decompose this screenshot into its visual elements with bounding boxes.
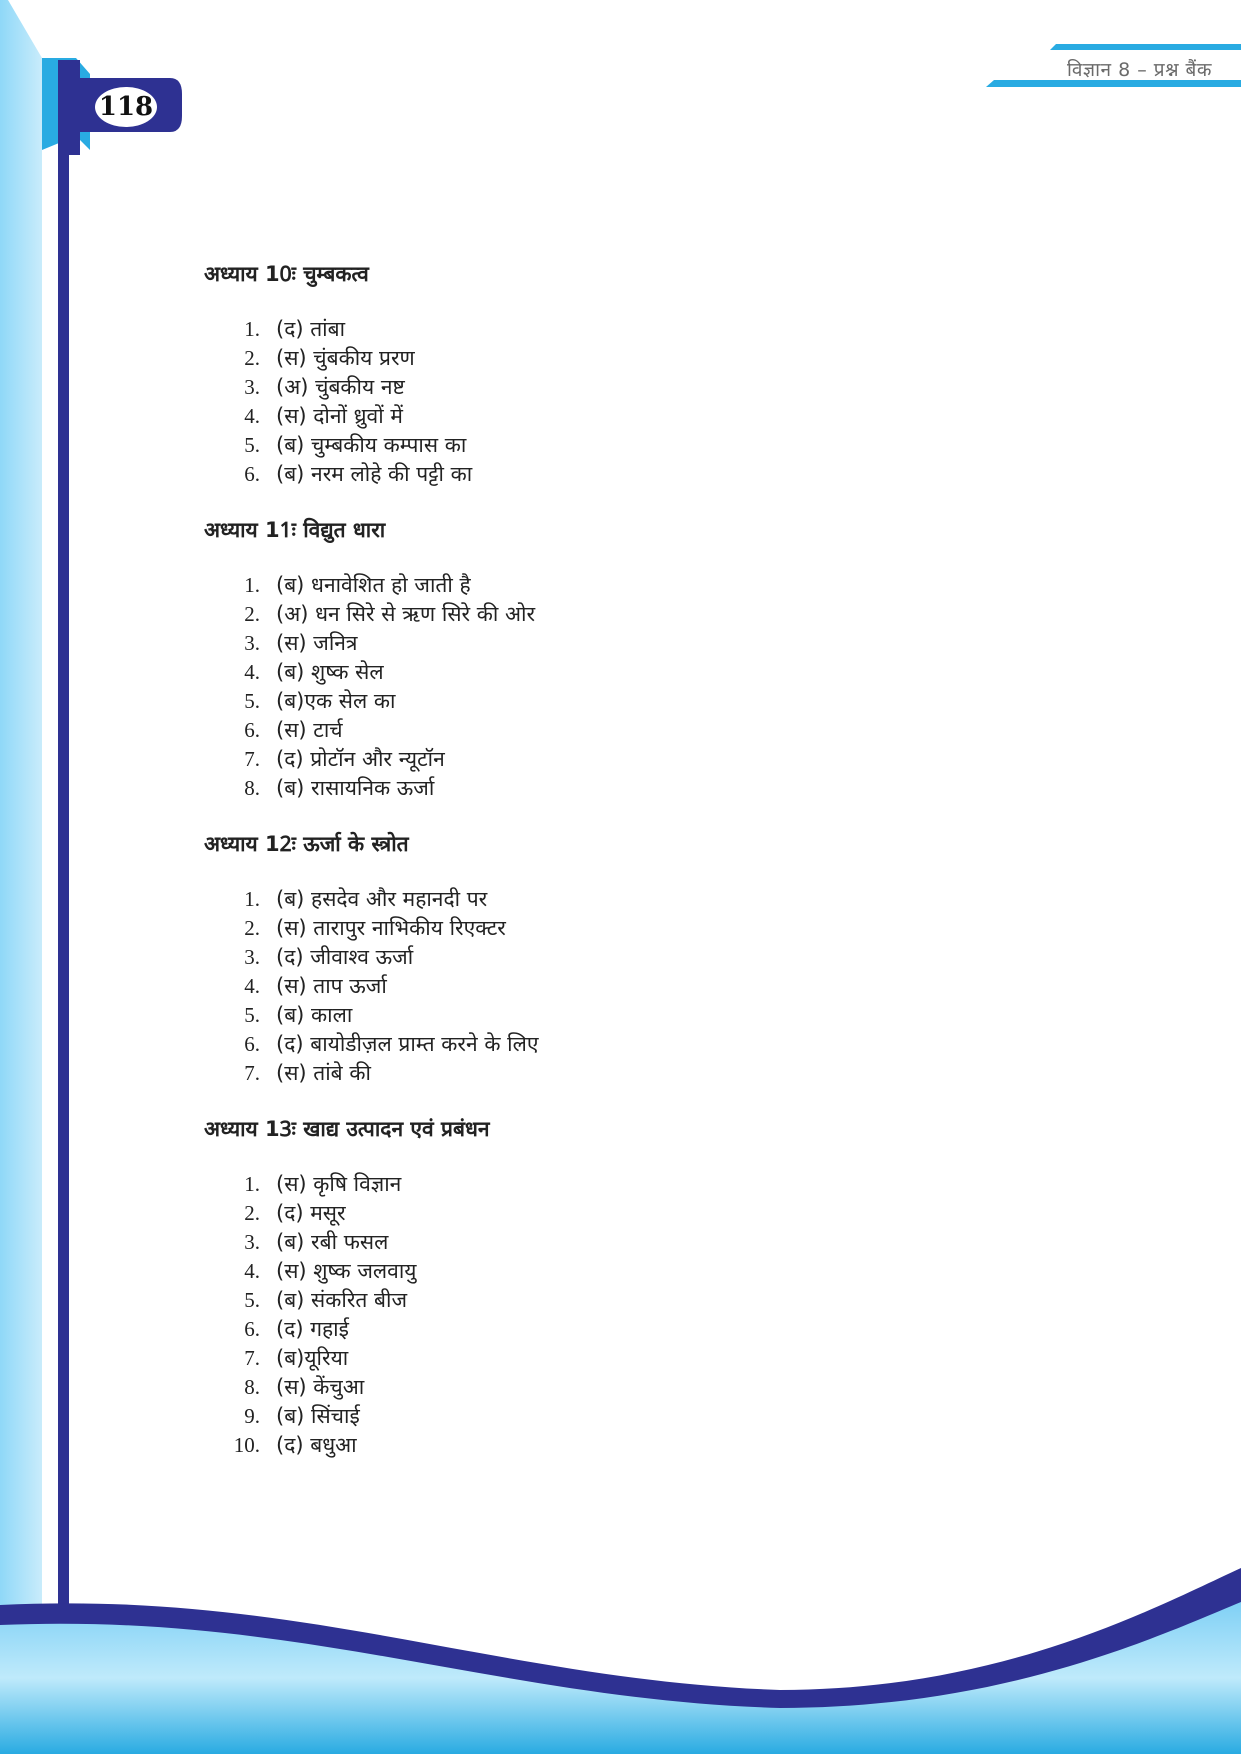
item-text: (द) बधुआ	[276, 1433, 357, 1457]
list-item	[204, 687, 1104, 716]
item-text: (स) केंचुआ	[276, 1375, 365, 1399]
item-text: (ब)यूरिया	[276, 1346, 349, 1370]
list-item	[204, 943, 1104, 972]
item-number: 7.	[244, 747, 260, 771]
item-text: (स) जनित्र	[276, 631, 358, 655]
list-item	[204, 431, 1104, 460]
item-number: 1.	[244, 887, 260, 911]
left-navy-bar	[58, 130, 69, 1630]
list-item	[204, 745, 1104, 774]
list-item	[204, 1228, 1104, 1257]
item-text: (ब) हसदेव और महानदी पर	[276, 887, 488, 911]
list-item	[204, 402, 1104, 431]
item-number: 5.	[244, 689, 260, 713]
item-number: 1.	[244, 1172, 260, 1196]
item-text: (ब) काला	[276, 1003, 353, 1027]
chapter-heading: अध्याय 11ः विद्युत धारा	[204, 518, 386, 542]
list-item	[204, 885, 1104, 914]
list-item	[204, 1199, 1104, 1228]
list-item	[204, 658, 1104, 687]
page-number: 118	[98, 92, 154, 122]
item-text: (ब) धनावेशित हो जाती है	[276, 573, 471, 597]
list-item	[204, 1286, 1104, 1315]
item-text: (द) प्रोटॉन और न्यूटॉन	[276, 747, 445, 771]
list-item	[204, 1344, 1104, 1373]
list-item	[204, 1257, 1104, 1286]
item-number: 2.	[244, 602, 260, 626]
item-number: 6.	[244, 1317, 260, 1341]
item-number: 5.	[244, 433, 260, 457]
answer-list	[204, 885, 1104, 1088]
item-text: (अ) धन सिरे से ऋण सिरे की ओर	[276, 602, 536, 626]
list-item	[204, 600, 1104, 629]
item-text: (ब) संकरित बीज	[276, 1288, 408, 1312]
chapter-11	[204, 514, 1104, 803]
item-text: (स) कृषि विज्ञान	[276, 1172, 402, 1196]
list-item	[204, 460, 1104, 489]
chapter-13	[204, 1113, 1104, 1460]
chapter-10	[204, 258, 1104, 489]
item-number: 7.	[244, 1061, 260, 1085]
item-text: (द) गहाई	[276, 1317, 349, 1341]
item-number: 3.	[244, 945, 260, 969]
item-text: (द) जीवाश्व ऊर्जा	[276, 945, 414, 969]
item-text: (द) बायोडीज़ल प्राम्त करने के लिए	[276, 1032, 539, 1056]
list-item	[204, 972, 1104, 1001]
item-text: (स) दोनों ध्रुवों में	[276, 404, 403, 428]
item-number: 1.	[244, 317, 260, 341]
item-number: 3.	[244, 1230, 260, 1254]
item-number: 8.	[244, 776, 260, 800]
list-item	[204, 315, 1104, 344]
item-number: 3.	[244, 375, 260, 399]
header-line-top	[1050, 44, 1241, 50]
answer-list	[204, 1170, 1104, 1460]
item-number: 8.	[244, 1375, 260, 1399]
item-text: (ब) चुम्बकीय कम्पास का	[276, 433, 467, 457]
item-text: (ब) शुष्क सेल	[276, 660, 384, 684]
list-item	[204, 716, 1104, 745]
answer-key-content	[204, 258, 1104, 1485]
flag-dark	[58, 60, 80, 155]
item-number: 3.	[244, 631, 260, 655]
item-number: 5.	[244, 1288, 260, 1312]
item-text: (ब) नरम लोहे की पट्टी का	[276, 462, 473, 486]
item-number: 6.	[244, 718, 260, 742]
list-item	[204, 1170, 1104, 1199]
list-item	[204, 1373, 1104, 1402]
item-number: 6.	[244, 462, 260, 486]
item-number: 5.	[244, 1003, 260, 1027]
answer-list	[204, 315, 1104, 489]
item-number: 2.	[244, 1201, 260, 1225]
item-text: (स) तारापुर नाभिकीय रिएक्टर	[276, 916, 506, 940]
item-text: (ब) सिंचाई	[276, 1404, 360, 1428]
list-item	[204, 1402, 1104, 1431]
chapter-heading: अध्याय 12ः ऊर्जा के स्त्रोत	[204, 832, 409, 856]
item-text: (ब)एक सेल का	[276, 689, 396, 713]
chapter-heading: अध्याय 10ः चुम्बकत्व	[204, 262, 369, 286]
item-text: (स) ताप ऊर्जा	[276, 974, 387, 998]
item-text: (स) चुंबकीय प्ररण	[276, 346, 415, 370]
item-number: 6.	[244, 1032, 260, 1056]
item-number: 2.	[244, 346, 260, 370]
list-item	[204, 1030, 1104, 1059]
item-number: 10.	[233, 1433, 260, 1457]
item-number: 7.	[244, 1346, 260, 1370]
item-text: (ब) रबी फसल	[276, 1230, 389, 1254]
item-number: 1.	[244, 573, 260, 597]
item-text: (स) शुष्क जलवायु	[276, 1259, 417, 1283]
header-title: विज्ञान 8 – प्रश्न बैंक	[1066, 59, 1212, 81]
item-text: (अ) चुंबकीय नष्ट	[276, 375, 405, 399]
list-item	[204, 373, 1104, 402]
list-item	[204, 1001, 1104, 1030]
chapter-heading: अध्याय 13ः खाद्य उत्पादन एवं प्रबंधन	[204, 1117, 490, 1141]
list-item	[204, 774, 1104, 803]
chapter-12	[204, 828, 1104, 1088]
list-item	[204, 1431, 1104, 1460]
left-side-strip	[0, 0, 42, 1754]
item-text: (द) तांबा	[276, 317, 346, 341]
list-item	[204, 571, 1104, 600]
item-number: 2.	[244, 916, 260, 940]
list-item	[204, 1059, 1104, 1088]
list-item	[204, 629, 1104, 658]
item-text: (स) टार्च	[276, 718, 343, 742]
item-number: 9.	[244, 1404, 260, 1428]
list-item	[204, 344, 1104, 373]
list-item	[204, 1315, 1104, 1344]
item-text: (द) मसूर	[276, 1201, 346, 1225]
item-number: 4.	[244, 1259, 260, 1283]
item-number: 4.	[244, 974, 260, 998]
answer-list	[204, 571, 1104, 803]
item-text: (स) तांबे की	[276, 1061, 371, 1085]
item-number: 4.	[244, 660, 260, 684]
item-number: 4.	[244, 404, 260, 428]
item-text: (ब) रासायनिक ऊर्जा	[276, 776, 435, 800]
list-item	[204, 914, 1104, 943]
